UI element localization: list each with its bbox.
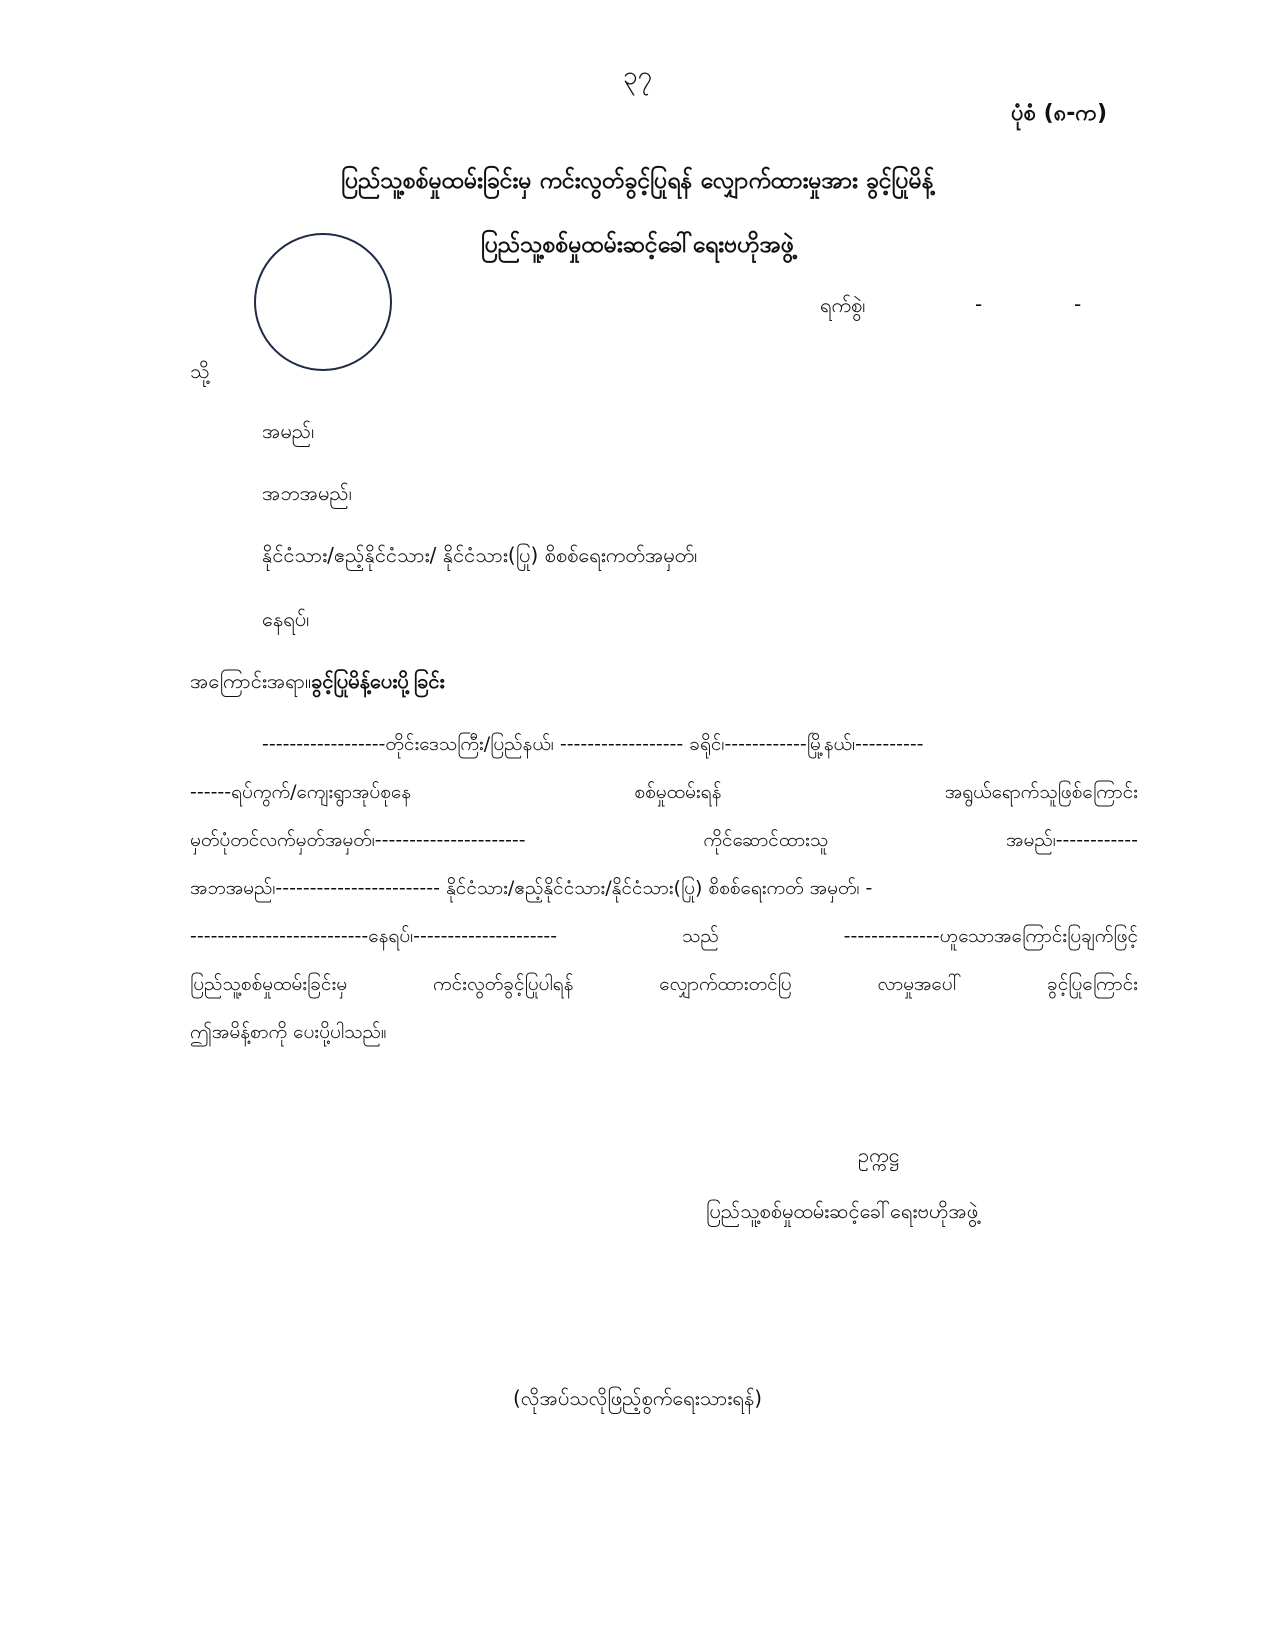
body-line — [190, 780, 1138, 808]
body-segment: --------------ဟူသောအကြောင်းပြချက်ဖြင့် — [843, 925, 1138, 947]
issuing-body-title: ပြည်သူ့စစ်မှုထမ်းဆင့်ခေါ်ရေးဗဟိုအဖွဲ့ — [480, 232, 794, 258]
footer-note: (လိုအပ်သလိုဖြည့်စွက်ရေးသားရန်) — [512, 1386, 763, 1410]
body-segment: အရွယ်ရောက်သူဖြစ်ကြောင်း — [944, 781, 1138, 803]
subject-text: ခွင့်ပြုမိန့်ပေးပို့ခြင်း — [311, 669, 445, 693]
date-separator: - — [975, 292, 983, 316]
body-line — [190, 828, 1138, 856]
body-segment: မှတ်ပုံတင်လက်မှတ်အမှတ်၊---------------------- — [190, 829, 526, 851]
body-line — [190, 972, 1138, 1000]
name-field-label: အမည်၊ — [262, 419, 315, 443]
body-line: ဤအမိန့်စာကို ပေးပို့ပါသည်။ — [190, 1021, 387, 1043]
body-segment: သည် — [682, 925, 719, 947]
body-segment: --------------------------နေရပ်၊--------------------- — [190, 925, 558, 947]
body-line: ------------------တိုင်းဒေသကြီး/ပြည်နယ်၊ ------------------ ခရိုင်၊------------မြို့နယ်၊---------- — [262, 733, 924, 755]
subject-prefix: အကြောင်းအရာ။ — [190, 669, 312, 693]
signatory-title: ဥက္ကဋ္ဌ — [858, 1143, 900, 1167]
body-segment: လာမှုအပေါ် — [877, 973, 962, 995]
page-number: ၃၇ — [622, 61, 653, 91]
father-name-field-label: အဘအမည်၊ — [262, 481, 352, 505]
to-label: သို့ — [190, 359, 210, 383]
body-line — [190, 924, 1138, 952]
body-segment: ကင်းလွတ်ခွင့်ပြုပါရန် — [433, 973, 574, 995]
body-segment: ပြည်သူ့စစ်မှုထမ်းခြင်းမှ — [190, 973, 348, 995]
subject-line — [190, 668, 445, 698]
body-line: အဘအမည်၊------------------------ နိုင်ငံသား/ဧည့်နိုင်ငံသား/နိုင်ငံသား(ပြု) စိစစ်ရေးကတ် အမှတ်၊ - — [190, 877, 873, 899]
body-segment: ခွင့်ပြုကြောင်း — [1047, 973, 1138, 995]
document-title: ပြည်သူ့စစ်မှုထမ်းခြင်းမှ ကင်းလွတ်ခွင့်ပြုရန် လျှောက်ထားမှုအား ခွင့်ပြုမိန့် — [341, 168, 934, 194]
seal-circle — [254, 233, 392, 371]
body-segment: လျှောက်ထားတင်ပြ — [659, 973, 792, 995]
date-label: ရက်စွဲ၊ — [820, 293, 866, 317]
body-segment: စစ်မှုထမ်းရန် — [634, 781, 722, 803]
address-field-label: နေရပ်၊ — [262, 607, 310, 631]
body-segment: ------ရပ်ကွက်/ကျေးရွာအုပ်စုနေ — [190, 781, 412, 803]
id-card-field-label: နိုင်ငံသား/ဧည့်နိုင်ငံသား/ နိုင်ငံသား(ပြု) စိစစ်ရေးကတ်အမှတ်၊ — [262, 543, 698, 567]
body-segment: အမည်၊------------ — [1006, 829, 1138, 851]
signatory-organization: ပြည်သူ့စစ်မှုထမ်းဆင့်ခေါ်ရေးဗဟိုအဖွဲ့ — [706, 1199, 979, 1223]
date-separator: - — [1074, 292, 1082, 316]
form-id: ပုံစံ (၈-က) — [1011, 101, 1107, 126]
body-segment: ကိုင်ဆောင်ထားသူ — [703, 829, 829, 851]
